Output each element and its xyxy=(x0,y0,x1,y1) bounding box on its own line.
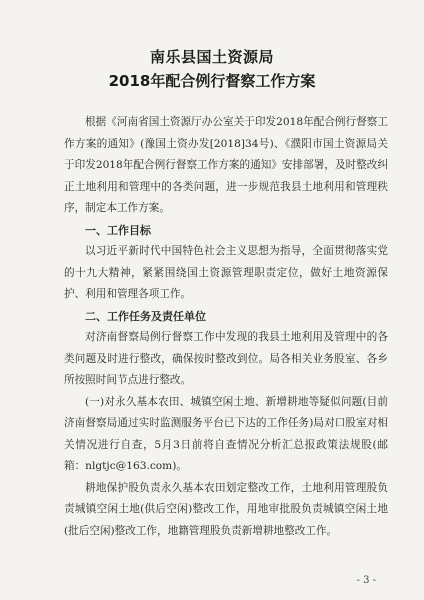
page-number: - 3 - xyxy=(356,575,376,586)
paragraph-responsibilities: 耕地保护股负责永久基本农田划定整改工作，土地利用管理股负责城镇空闲土地(供后空闲)整改工作，用地审批股负责城镇空闲土地(批后空闲)整改工作，地籍管理股负责新增耕地整改工作。 xyxy=(64,481,388,537)
section-heading-goals: 一、工作目标 xyxy=(85,223,151,237)
document-title-agency: 南乐县国土资源局 xyxy=(149,48,274,66)
document-title-plan: 2018年配合例行督察工作方案 xyxy=(108,72,316,90)
paragraph-basis: 根据《河南省国土资源厅办公室关于印发2018年配合例行督察工作方案的通知》(豫国土资办发[2018]34号)、《濮阳市国土资源局关于印发2018年配合例行督察工作方案的通知》安排部署，及时整改纠正土地利用和管理中的各类问题，进一步规范我县土地利用和管理秩序，制定本工作方案。 xyxy=(64,116,388,214)
document-body xyxy=(64,112,388,542)
paragraph-tasks-intro: 对济南督察局例行督察工作中发现的我县土地利用及管理中的各类问题及时进行整改，确保按时整改到位。局各相关业务股室、各乡所按照时间节点进行整改。 xyxy=(64,331,388,386)
section-heading-tasks: 二、工作任务及责任单位 xyxy=(85,309,206,323)
paragraph-task-one: (一)对永久基本农田、城镇空闲土地、新增耕地等疑似问题(目前济南督察局通过实时监测服务平台已下达的工作任务)局对口股室对相关情况进行自查，5月3日前将自查情况分析汇总报政策法规股(邮箱：nlgtjc@163.com)。 xyxy=(64,395,388,472)
paragraph-goals: 以习近平新时代中国特色社会主义思想为指导，全面贯彻落实党的十九大精神，紧紧围绕国土资源管理职责定位，做好土地资源保护、利用和管理各项工作。 xyxy=(64,245,388,300)
